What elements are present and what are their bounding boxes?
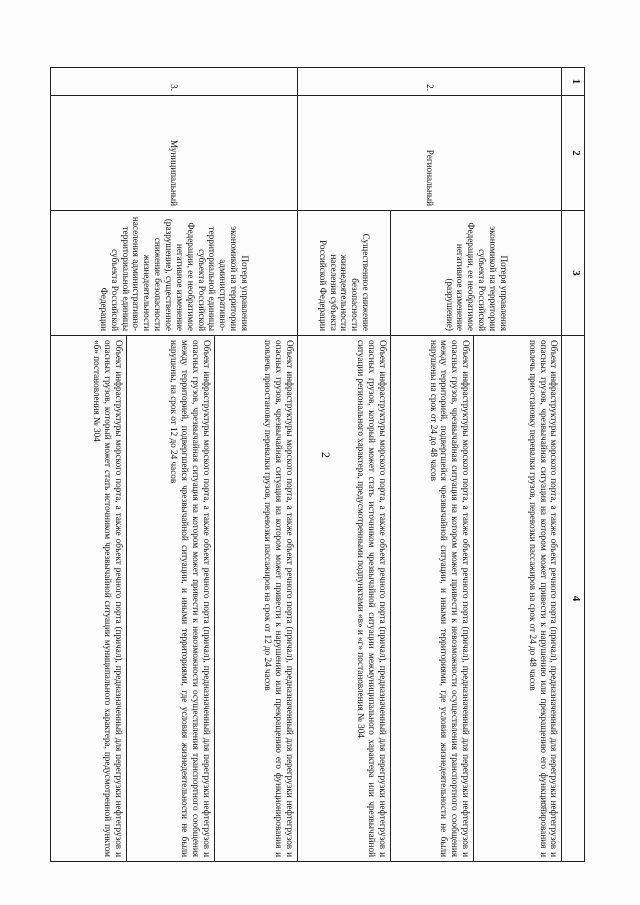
object-cell: Объект инфраструктуры морского порта, а также объект речного порта (причал), предназначенный для перегрузки нефтегрузов и опасных грузов, чрезвычайная ситуация на котором может привести к нарушению или прекращению его функционирования и повлечь приостановку перевалки грузов, перевозки пассажиров на срок от 12 до 24 часов: [214, 336, 297, 862]
object-cell: Объект инфраструктуры морского порта, а также объект речного порта (причал), предназначенный для перегрузки нефтегрузов и опасных грузов, который может стать источником чрезвычайной ситуации муниципального характера, предусмотренной пунктом «б» постановления № 304: [51, 336, 127, 862]
object-cell: Объект инфраструктуры морского порта, а также объект речного порта (причал), предназначенный для перегрузки нефтегрузов и опасных грузов, который может стать источником чрезвычайной ситуации межмуниципального характера или чрезвычайной ситуации регионального характера, предусмотренными подпунктами «в» и «г» постановления № 304: [297, 336, 390, 862]
row-number: 3.: [51, 68, 298, 96]
page-number: 2: [319, 452, 333, 458]
rotated-table-sheet: [50, 67, 585, 861]
header-cell: 2: [562, 96, 585, 211]
table-header-row: [562, 68, 585, 862]
table-row: [214, 68, 297, 862]
header-cell: 4: [562, 336, 585, 862]
header-cell: 1: [562, 68, 585, 96]
level-cell: Муниципальный: [51, 96, 298, 211]
criterion-cell: Существенное снижение безопасности жизнедеятельности населения субъекта Российской Федерации: [297, 211, 390, 336]
header-cell: 3: [562, 211, 585, 336]
object-cell: Объект инфраструктуры морского порта, а также объект речного порта (причал), предназначенный для перегрузки нефтегрузов и опасных грузов, чрезвычайная ситуация на котором может привести к невозможности осуществления транспортного сообщения между территорией, подвергшейся чрезвычайной ситуации, и иными территориями, где условия жизнедеятельности не были нарушены на срок от 24 до 48 часов: [391, 336, 474, 862]
table-row: [474, 68, 562, 862]
criteria-table: [50, 67, 585, 862]
criterion-cell: Потеря управления экономикой на территории субъекта Российской Федерации, ее необратимое негативное изменение (разрушение): [391, 211, 562, 336]
object-cell: Объект инфраструктуры морского порта, а также объект речного порта (причал), предназначенный для перегрузки нефтегрузов и опасных грузов, чрезвычайная ситуация на котором может привести к нарушению или прекращению его функционирования и повлечь приостановку перевалки грузов, перевозки пассажиров на срок от 24 до 48 часов: [474, 336, 562, 862]
row-number: 2.: [297, 68, 561, 96]
criterion-cell: Потеря управления экономикой на территории административно-территориальной единицы субъекта Российской Федерации, ее необратимое негативное изменение (разрушение), существенное снижение безопасности жизнедеятельности населения административно-территориальной единицы субъекта Российской Федерации: [51, 211, 298, 336]
object-cell: Объект инфраструктуры морского порта, а также объект речного порта (причал), предназначенный для перегрузки нефтегрузов и опасных грузов, чрезвычайная ситуация на котором может привести к невозможности осуществления транспортного сообщения между территорией, подвергшейся чрезвычайной ситуации, и иными территориями, где условия жизнедеятельности не были нарушены, на срок от 12 до 24 часов: [126, 336, 214, 862]
level-cell: Региональный: [297, 96, 561, 211]
